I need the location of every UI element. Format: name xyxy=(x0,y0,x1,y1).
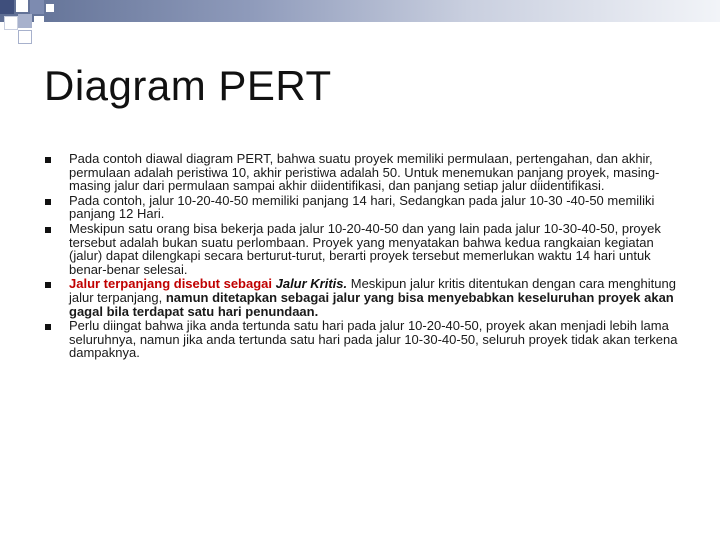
bullet-text: Perlu diingat bahwa jika anda tertunda satu hari pada jalur 10-20-40-50, proyek akan menjadi lebih lama seluruhnya, namun jika anda tertunda satu hari pada jalur 10-30-40-50, seluruh proyek tidak akan terkena dampaknya. xyxy=(69,318,678,361)
decor-square xyxy=(4,16,18,30)
list-item xyxy=(45,194,685,221)
bullet-list xyxy=(45,152,685,361)
decor-square xyxy=(34,16,44,26)
list-item xyxy=(45,222,685,276)
bullet-text: Meskipun satu orang bisa bekerja pada jalur 10-20-40-50 dan yang lain pada jalur 10-30-40-50, proyek tersebut adalah bukan suatu perlombaan. Proyek yang menyatakan bahwa kedua rangkaian kegiatan (jalur) dapat dilengkapi secara berturut-turut, berarti proyek tersebut memerlukan waktu 14 hari untuk benar-benar selesai. xyxy=(69,220,661,277)
list-item xyxy=(45,152,685,193)
decor-square xyxy=(0,0,14,14)
square-bullet-icon xyxy=(45,227,51,233)
decor-square xyxy=(16,0,28,12)
square-bullet-icon xyxy=(45,324,51,330)
square-bullet-icon xyxy=(45,199,51,205)
page-title: Diagram PERT xyxy=(44,62,332,109)
bullet-text: Pada contoh diawal diagram PERT, bahwa suatu proyek memiliki permulaan, pertengahan, dan akhir, permulaan adalah peristiwa 10, akhir peristiwa adalah 50. Untuk menemukan panjang proyek, masing-masing jalur dari permulaan sampai akhir diidentifikasi, dan panjang setiap jalur diidentifikasi. xyxy=(69,151,660,194)
list-item xyxy=(45,319,685,360)
critical-path-term: Jalur Kritis. xyxy=(272,276,348,292)
list-item xyxy=(45,277,685,318)
header-gradient-bar xyxy=(0,0,720,22)
square-bullet-icon xyxy=(45,282,51,288)
decor-square xyxy=(18,14,32,28)
square-bullet-icon xyxy=(45,157,51,163)
decor-square xyxy=(46,4,54,12)
highlight-red-text: Jalur terpanjang disebut sebagai xyxy=(69,276,272,292)
decor-square xyxy=(18,30,32,44)
bullet-text: Meskipun jalur kritis ditentukan dengan cara menghitung jalur terpanjang, xyxy=(69,276,676,305)
bold-text: namun ditetapkan sebagai jalur yang bisa menyebabkan keseluruhan proyek akan gagal bila terdapat satu hari penundaan. xyxy=(69,289,674,319)
bullet-text: Pada contoh, jalur 10-20-40-50 memiliki panjang 14 hari, Sedangkan pada jalur 10-30 -40-50 memiliki panjang 12 Hari. xyxy=(69,192,655,222)
decor-square xyxy=(30,0,44,14)
